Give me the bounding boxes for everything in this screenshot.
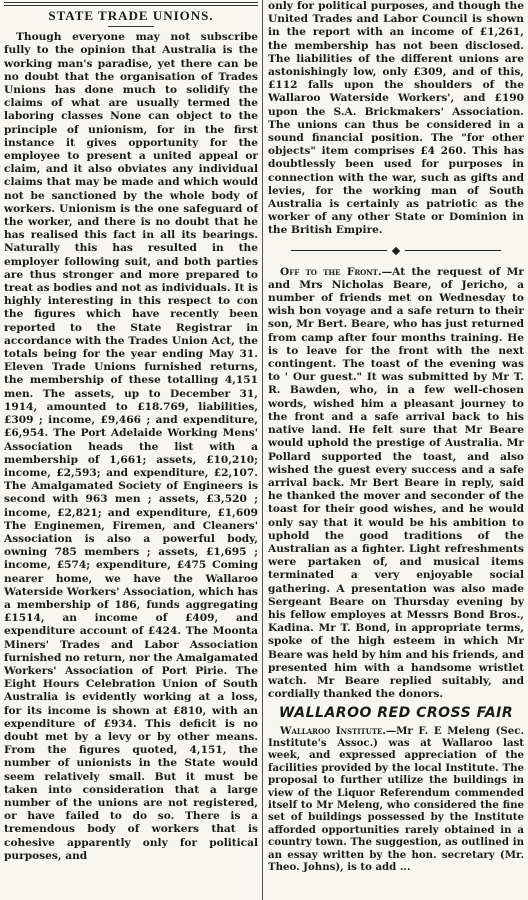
- article-headline: STATE TRADE UNIONS.: [48, 8, 214, 23]
- article-continuation: only for political purposes, and though the United Trades and Labor Council is shown in the report with an income of £1,261, the membership has not been disclosed. The liabilities of the different unions are astonishingly low, only £309, and of this, £112 falls upon the shoulders of the Wallaroo Waterside Workers', and £190 upon the S.A. Brickmakers' Association. The unions can thus be considered in a sound financial position. The "for other objects" item comprises £4 260. This has doubtlessly been used for purposes in connection with the war, such as gifts and levies, for the working man of South Australia is certainly as patriotic as the worker of any other State or Dominion in the British Empire.: [268, 0, 524, 237]
- divider-line-left: [291, 250, 387, 251]
- headline-rule: [108, 26, 154, 27]
- front-item-text: —At the request of Mr and Mrs Nicholas Beare, of Jericho, a number of friends met on Wednesday to wish bon voyage and a safe return to their son, Mr Bert. Beare, who has just returned from camp after four months training. He is to leave for the front with the next contingent. The toast of the evening was to ' Our guest." It was submitted by Mr T. R. Bawden, who, in a few well-chosen words, wished him a pleasant journey to the front and a safe arrival back to his native land. He felt sure that Mr Beare would uphold the prestige of Australia. Mr Pollard supported the toast, and also wished the guest every success and a safe arrival back. Mr Bert Beare in reply, said he thanked the mover and seconder of the toast for their good wishes, and he would only say that it would be his ambition to uphold the good traditions of the Australian as a fighter. Light refreshments were partaken of, and musical items terminated a very enjoyable social gathering. A presentation was also made Sergeant Beare on Thursday evening by his fellow employes at Messrs Bond Bros., Kadina. Mr T. Bond, in appropriate terms, spoke of the high esteem in which Mr Beare was held by him and his friends, and presented him with a handsome wristlet watch. Mr Beare replied suitably, and cordially thanked the donors.: [268, 265, 524, 701]
- left-column: [4, 0, 258, 900]
- divider-ornament: [392, 246, 400, 254]
- right-column: [268, 0, 524, 900]
- article-body: Though everyone may not subscribe fully to the opinion that Australia is the working man's paradise, yet there can be no doubt that the organisation of Trades Unions has done much to solidify the claims of what are usually termed the laboring classes None can object to the principle of unionism, for in the first instance it gives opportunity for the employee to present a united appeal or claim, and it also obviates any individual claims that may be made and which would not be sanctioned by the whole body of workers. Unionism is the one safeguard of the worker, and there is no doubt that he has realised this fact in all its bearings. Naturally this has resulted in the employer following suit, and both parties are thus stronger and more prepared to treat as bodies and not as individuals. It is highly interesting in this respect to con the figures which have recently been reported to the State Registrar in accordance with the Trades Union Act, the totals being for the year ending May 31. Eleven Trade Unions furnished returns, the membership of these totalling 4,151 men. The assets, up to December 31, 1914, amounted to £18.769, liabilities, £309 ; income, £9,466 ; and expenditure, £6,954. The Port Adelaide Working Mens' Association heads the list with a membership of 1,661; assets, £10,210; income, £2,593; and expenditure, £2,107. The Amalgamated Society of Engineers is second with 963 men ; assets, £3,520 ; income, £2,821; and expenditure, £1,609 The Enginemen, Firemen, and Cleaners' Association is also a powerful body, owning 785 members ; assets, £1,695 ; income, £574; expenditure, £475 Coming nearer home, we have the Wallaroo Waterside Workers' Association, which has a membership of 186, funds aggregating £1514, an income of £409, and expenditure account of £424. The Moonta Miners' Trades and Labor Association furnished no return, nor the Amalgamated Workers' Association of Port Pirie. The Eight Hours Celebration Union of South Australia is evidently working at a loss, for its income is shown at £810, with an expenditure of £934. This deficit is no doubt met by a levy or by other means. From the figures quoted, 4,151, the number of unionists in the State would seem relatively small. But it must be taken into consideration that a large number of the unions are not registered, or have failed to do so. There is a tremendous body of workers that is cohesive apparently only for political purposes, and: [4, 31, 258, 862]
- front-news-item: [268, 266, 524, 702]
- red-cross-text: —Mr F. E Meleng (Sec. Institute's Assoc.) was at Wallaroo last week, and expressed appreciation of the facilities provided by the local Institute. The proposal to further utilize the buildings in view of the Liquor Referendum commended itself to Mr Meleng, who considered the fine set of buildings possessed by the Institute afforded opportunities rarely obtained in a country town. The suggestion, as outlined in an essay written by the hon. secretary (Mr. Theo. Johns), is to add ...: [268, 724, 524, 874]
- red-cross-run-head: Wallaroo Institute.: [280, 724, 386, 737]
- red-cross-item: [268, 725, 524, 874]
- section-divider: [268, 248, 524, 254]
- column-divider: [262, 0, 263, 900]
- front-item-run-head: Off to the Front.: [280, 265, 382, 278]
- red-cross-headline: WALLAROO RED CROSS FAIR: [278, 705, 514, 722]
- divider-line-right: [405, 250, 501, 251]
- top-rule: [4, 2, 258, 6]
